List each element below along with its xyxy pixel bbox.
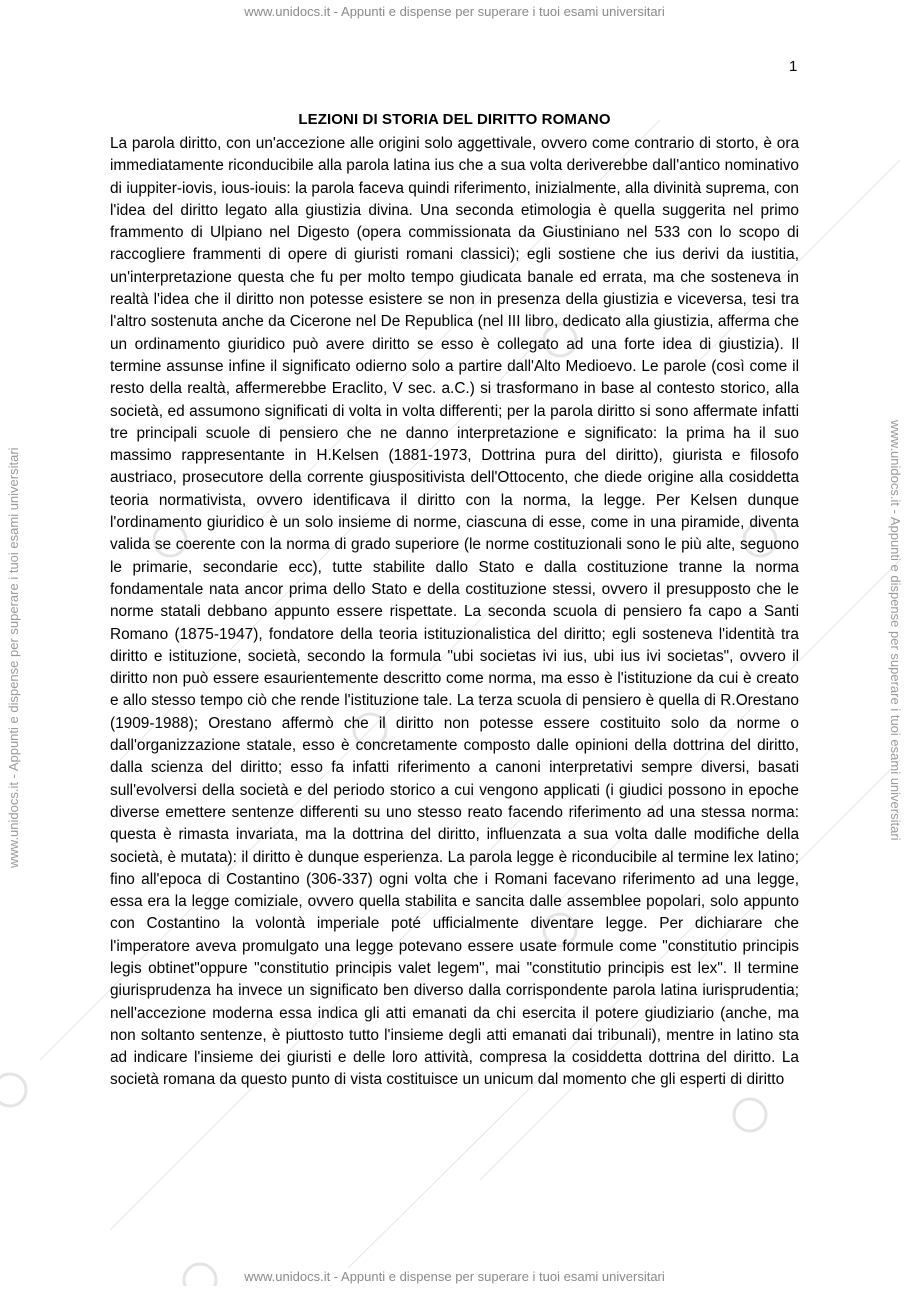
left-side-watermark: www.unidocs.it - Appunti e dispense per superare i tuoi esami universitari [6,447,21,868]
footer-watermark-text: www.unidocs.it - Appunti e dispense per superare i tuoi esami universitari [238,1268,671,1285]
header-watermark-text: www.unidocs.it - Appunti e dispense per superare i tuoi esami universitari [238,3,671,20]
body-paragraph: La parola diritto, con un'accezione alle origini solo aggettivale, ovvero come contrario di storto, è ora immediatamente riconducibile alla parola latina ius che a sua volta deriverebbe dall'antico nominativo di iuppiter-iovis, ious-iouis: la parola faceva quindi riferimento, inizialmente, alla divinità suprema, con l'idea del diritto legato alla giustizia divina. Una seconda etimologia è quella suggerita nel primo frammento di Ulpiano nel Digesto (opera commissionata da Giustiniano nel 533 con lo scopo di raccogliere frammenti di opere di giuristi romani classici); egli sostiene che ius derivi da iustitia, un'interpretazione questa che fu per molto tempo giudicata banale ed errata, ma che sosteneva in realtà l'idea che il diritto non potesse esistere se non in presenza della giustizia e viceversa, tesi tra l'altro sostenuta anche da Cicerone nel De Republica (nel III libro, dedicato alla giustizia, afferma che un ordinamento giuridico può avere diritto se esso è collegato ad una forte idea di giustizia). Il termine assunse infine il significato odierno solo a partire dall'Alto Medioevo. Le parole (così come il resto della realtà, affermerebbe Eraclito, V sec. a.C.) si trasformano in base al contesto storico, alla società, ed assumono significati di volta in volta differenti; per la parola diritto si sono affermate infatti tre principali scuole di pensiero che ne danno interpretazione e significato: la prima ha il suo massimo rappresentante in H.Kelsen (1881-1973, Dottrina pura del diritto), giurista e filosofo austriaco, prosecutore della corrente giuspositivista dell'Ottocento, che diede origine alla cosiddetta teoria normativista, ovvero identificava il diritto con la norma, la legge. Per Kelsen dunque l'ordinamento giuridico è un solo insieme di norme, ciascuna di esse, come in una piramide, diventa valida se coerente con la norma di grado superiore (le norme costituzionali sono le più alte, seguono le primarie, secondarie ecc), tutte stabilite dallo Stato e dalla costituzione tranne la norma fondamentale nata ancor prima dello Stato e della costituzione stessi, ovvero il presupposto che le norme statali debbano appunto essere rispettate. La seconda scuola di pensiero fa capo a Santi Romano (1875-1947), fondatore della teoria istituzionalistica del diritto; egli sosteneva l'identità tra diritto e istituzione, società, secondo la formula "ubi societas ivi ius, ubi ius ivi societas", ovvero il diritto non può essere esaurientemente descritto come norma, ma esso è l'istituzione da cui è creato e allo stesso tempo ciò che rende l'istituzione tale. La terza scuola di pensiero è quella di R.Orestano (1909-1988); Orestano affermò che il diritto non potesse essere costituito solo da norme o dall'organizzazione statale, esso è concretamente composto dalle opinioni della dottrina del diritto, dalla scienza del diritto; esso fa infatti riferimento a canoni interpretativi sempre diversi, basati sull'evolversi della società e del periodo storico a cui vengono applicati (i giudici possono in epoche diverse emettere sentenze differenti su uno stesso reato facendo riferimento ad una stessa norma: questa è rimasta invariata, ma la dottrina del diritto, influenzata a sua volta dalle modifiche della società, è mutata): il diritto è dunque esperienza. La parola legge è riconducibile al termine lex latino; fino all'epoca di Costantino (306-337) ogni volta che i Romani facevano riferimento ad una legge, essa era la legge comiziale, ovvero quella stabilita e sancita dalle assemblee popolari, solo appunto con Costantino la volontà imperiale poté ufficialmente diventare legge. Per dichiarare che l'imperatore aveva promulgato una legge potevano essere usate formule come "constitutio principis legis obtinet"oppure "constitutio principis valet legem", mai "constitutio principis est lex". Il termine giurisprudenza ha invece un significato ben diverso dalla corrispondente parola latina iurisprudentia; nell'accezione moderna essa indica gli atti emanati da chi esercita il potere giudiziario (anche, ma non soltanto sentenze, è piuttosto tutto l'insieme degli atti emanati dai tribunali), mentre in latino sta ad indicare l'insieme dei giuristi e delle loro attività, compresa la cosiddetta dottrina del diritto. La società romana da questo punto di vista costituisce un unicum dal momento che gli esperti di diritto [110,135,799,1089]
right-side-watermark: www.unidocs.it - Appunti e dispense per superare i tuoi esami universitari [888,420,903,841]
footer-watermark [0,1268,909,1285]
page-number: 1 [789,58,798,75]
header-watermark [0,3,909,20]
document-title: LEZIONI DI STORIA DEL DIRITTO ROMANO [298,111,611,128]
